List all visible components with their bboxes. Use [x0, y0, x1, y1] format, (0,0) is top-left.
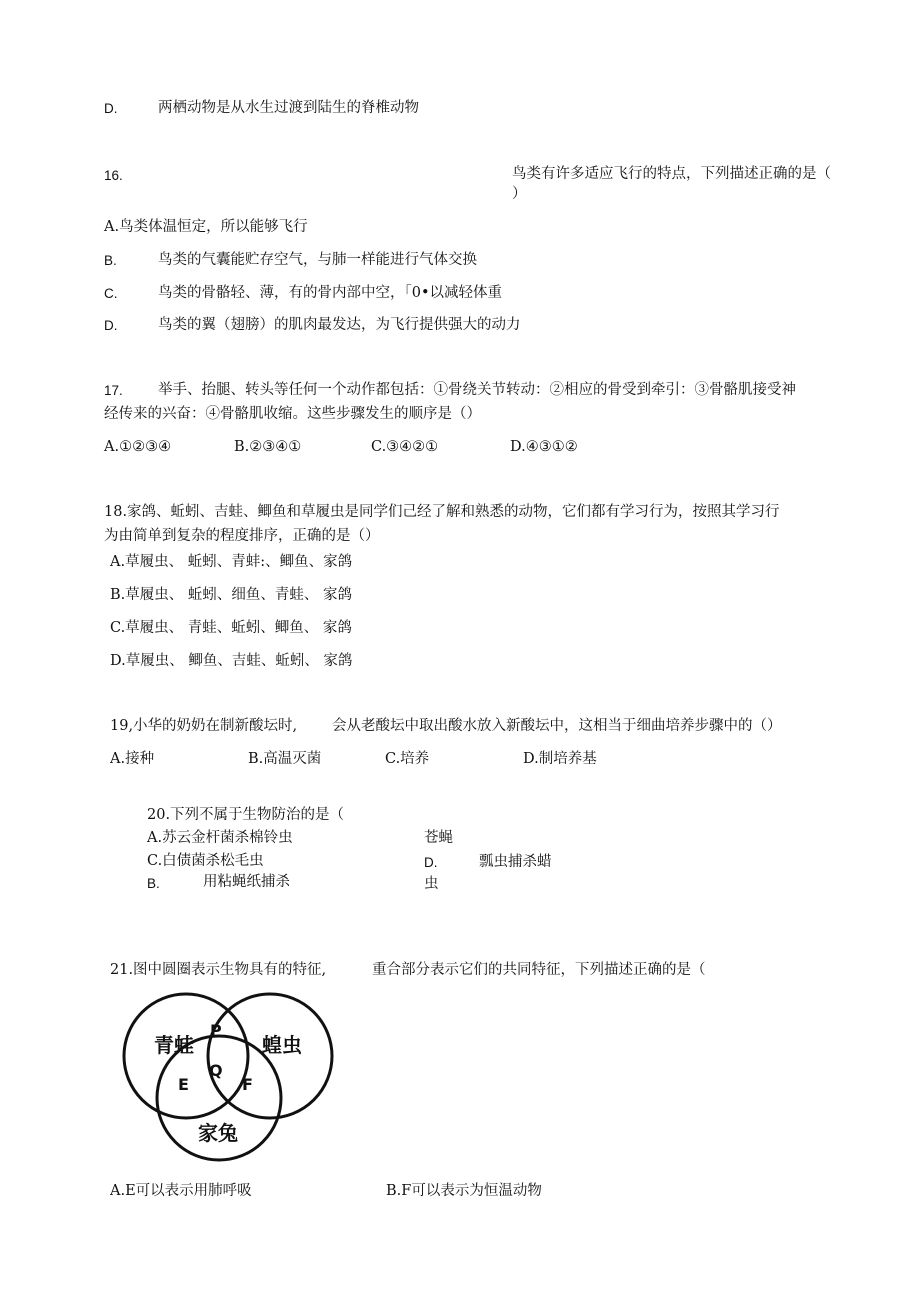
q16-stem-line2: ）	[512, 186, 527, 202]
venn-region-q: Q	[209, 1061, 223, 1080]
q21-stem-part1: 21.图中圆圈表示生物具有的特征,	[110, 962, 327, 978]
q18-stem-line2: 为由简单到复杂的程度排序，正确的是（）	[104, 528, 380, 544]
q20-option-b-label: B.	[147, 876, 160, 891]
q18-option-b: B.草履虫、 蚯蚓、细鱼、青蛙、 家鸽	[110, 587, 352, 603]
q17-option-b: B.②③④①	[234, 439, 302, 455]
venn-label-frog: 青蛙	[154, 1033, 194, 1057]
venn-diagram	[112, 990, 342, 1170]
q16-option-b-text: 鸟类的气囊能贮存空气，与肺一样能进行气体交换	[158, 252, 477, 268]
q21-option-a: A.E可以表示用肺呼吸	[110, 1183, 252, 1199]
q21-stem-part2: 重合部分表示它们的共同特征，下列描述正确的是（	[372, 962, 706, 978]
q16-option-a: A.鸟类体温恒定，所以能够飞行	[104, 219, 308, 235]
venn-region-p: P	[210, 1021, 222, 1040]
q19-option-b: B.高温灭菌	[248, 751, 322, 767]
q16-option-d-label: D.	[104, 318, 118, 333]
q17-option-c: C.③④②①	[371, 439, 439, 455]
q20-option-a: A.苏云金杆菌杀棉铃虫	[147, 830, 293, 846]
q18-option-d: D.草履虫、 鲫鱼、吉蛙、蚯蚓、 家鸽	[110, 653, 353, 669]
q16-option-b-label: B.	[104, 253, 117, 268]
q17-number: 17.	[104, 383, 123, 398]
q20-option-a-continued: 苍蝇	[424, 830, 453, 846]
q19-option-c: C.培养	[385, 751, 430, 767]
q21-option-b: B.F可以表示为恒温动物	[386, 1183, 542, 1199]
q18-stem-line1: 18.家鸽、蚯蚓、吉蛙、鲫鱼和草履虫是同学们己经了解和熟悉的动物，它们都有学习行为，按照其学习行	[104, 504, 780, 520]
venn-label-rabbit: 家兔	[198, 1121, 238, 1145]
q20-option-d-continued: 虫	[424, 876, 439, 892]
q16-option-d-text: 鸟类的翼（翅膀）的肌肉最发达，为飞行提供强大的动力	[158, 317, 521, 333]
q20-option-c: C.白债菌杀松毛虫	[147, 853, 264, 869]
q18-option-a: A.草履虫、 蚯蚓、青蚌:、鲫鱼、家鸽	[110, 554, 353, 570]
q20-option-d-label: D.	[424, 855, 438, 870]
q20-option-b-text: 用粘蝇纸捕杀	[203, 874, 290, 890]
venn-label-locust: 蝗虫	[262, 1033, 302, 1057]
q16-option-c-label: C.	[104, 286, 118, 301]
venn-region-e: E	[178, 1075, 189, 1094]
q16-number: 16.	[104, 168, 123, 183]
q17-option-a: A.①②③④	[104, 439, 172, 455]
q19-option-a: A.接种	[110, 751, 155, 767]
q19-stem-part1: 19,小华的奶奶在制新酸坛时,	[110, 718, 298, 734]
q18-option-c: C.草履虫、 青蛙、蚯蚓、鲫鱼、 家鸽	[110, 620, 352, 636]
q20-option-d-text: 瓢虫捕杀蜡	[479, 854, 552, 870]
q20-stem: 20.下列不属于生物防治的是（	[147, 807, 345, 823]
q19-stem-part2: 会从老酸坛中取出酸水放入新酸坛中，这相当于细曲培养步骤中的（）	[332, 718, 782, 734]
q16-option-c-text: 鸟类的骨骼轻、薄，有的骨内部中空，「0•以减轻体重	[158, 285, 503, 301]
q17-stem-line1: 举手、抬腿、转头等任何一个动作都包括：①骨绕关节转动：②相应的骨受到牵引：③骨骼肌接受神	[158, 382, 796, 398]
q19-option-d: D.制培养基	[523, 751, 597, 767]
q15-option-d-label: D.	[104, 101, 118, 116]
venn-region-f: F	[242, 1075, 253, 1094]
q17-option-d: D.④③①②	[510, 439, 578, 455]
q17-stem-line2: 经传来的兴奋：④骨骼肌收缩。这些步骤发生的顺序是（）	[104, 406, 481, 422]
q15-option-d-text: 两栖动物是从水生过渡到陆生的脊椎动物	[158, 100, 419, 116]
q16-stem-line1: 鸟类有许多适应飞行的特点，下列描述正确的是（	[512, 166, 831, 182]
